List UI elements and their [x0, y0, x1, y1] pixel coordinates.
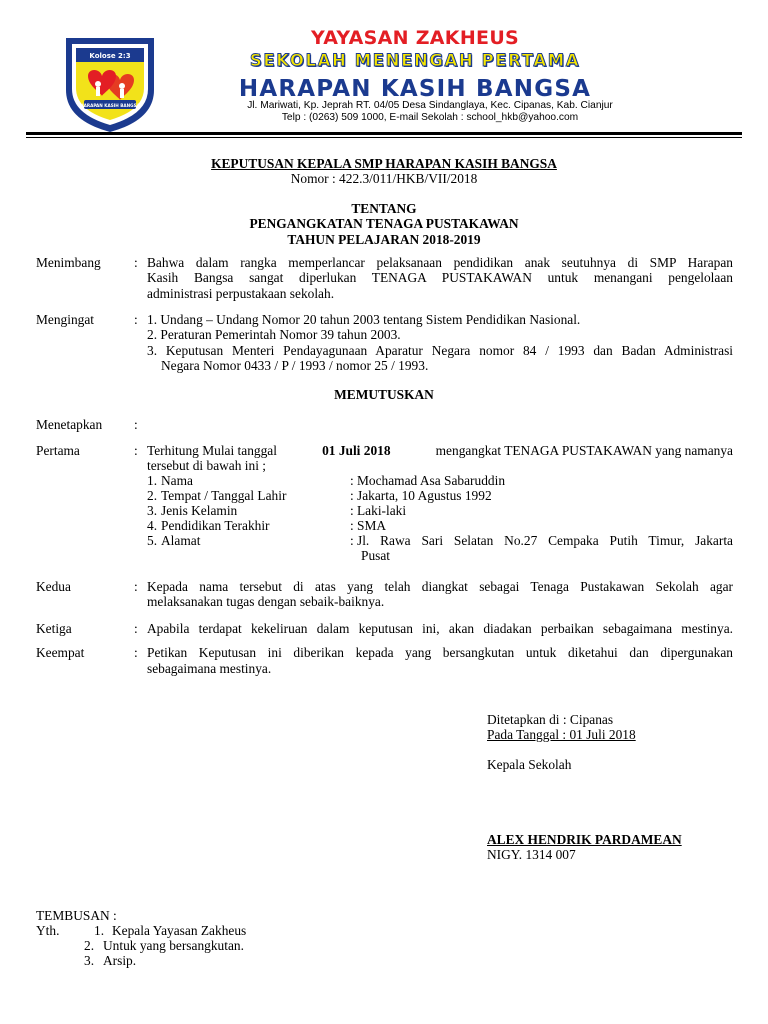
field-label: Jenis Kelamin	[161, 503, 238, 518]
mengingat-item: 1. Undang – Undang Nomor 20 tahun 2003 tentang Sistem Pendidikan Nasional.	[147, 312, 581, 327]
field-value-address-cont: Pusat	[361, 548, 391, 563]
kedua-colon: :	[134, 579, 138, 594]
decree-year: TAHUN PELAJARAN 2018-2019	[287, 232, 481, 247]
decree-heading: KEPUTUSAN KEPALA SMP HARAPAN KASIH BANGSA	[211, 156, 557, 171]
keempat-colon: :	[134, 645, 138, 660]
field-colon: :	[350, 533, 354, 548]
pertama-date: 01 Juli 2018	[322, 443, 391, 458]
tembusan-num: 2.	[84, 938, 95, 953]
signature-role: Kepala Sekolah	[487, 757, 572, 772]
field-num: 2.	[147, 488, 158, 503]
pertama-line2: tersebut di bawah ini ;	[147, 458, 266, 473]
field-num: 4.	[147, 518, 158, 533]
field-num: 5.	[147, 533, 158, 548]
mengingat-colon: :	[134, 312, 138, 327]
field-colon: :	[350, 503, 354, 518]
logo-text-top: Kolose 2:3	[89, 52, 131, 60]
keempat-label: Keempat	[36, 645, 85, 660]
school-logo	[62, 32, 158, 134]
field-num: 1.	[147, 473, 158, 488]
field-colon: :	[350, 488, 354, 503]
letterhead-divider-thick	[26, 132, 742, 135]
pertama-post: mengangkat TENAGA PUSTAKAWAN yang namanya	[435, 443, 733, 458]
signature-nip: NIGY. 1314 007	[487, 847, 576, 862]
menimbang-colon: :	[134, 255, 138, 270]
field-label: Alamat	[161, 533, 201, 548]
mengingat-item: 3. Keputusan Menteri Pendayagunaan Aparatur Negara nomor 84 / 1993 dan Badan Administrasi	[147, 343, 733, 358]
tembusan-num: 3.	[84, 953, 95, 968]
school-name: HARAPAN KASIH BANGSA	[238, 76, 592, 102]
keempat-line: sebagaimana mestinya.	[147, 661, 272, 676]
ketiga-line: Apabila terdapat kekeliruan dalam keputusan ini, akan diadakan perbaikan sebagaimana mestinya.	[147, 621, 733, 636]
field-colon: :	[350, 518, 354, 533]
pertama-colon: :	[134, 443, 138, 458]
school-address: Jl. Mariwati, Kp. Jeprah RT. 04/05 Desa Sindanglaya, Kec. Cipanas, Kab. Cianjur	[247, 100, 613, 111]
signature-date: Pada Tanggal : 01 Juli 2018	[487, 727, 636, 742]
menimbang-line: Kasih Bangsa sangat diperlukan TENAGA PUSTAKAWAN untuk menangani pengelolaan	[147, 270, 733, 285]
tembusan-heading: TEMBUSAN :	[36, 908, 117, 923]
menimbang-line: Bahwa dalam rangka memperlancar pelaksanaan pendidikan anak seutuhnya di SMP Harapan	[147, 255, 733, 270]
tembusan-item: Kepala Yayasan Zakheus	[112, 923, 247, 938]
field-label: Pendidikan Terakhir	[161, 518, 270, 533]
signature-name: ALEX HENDRIK PARDAMEAN	[487, 832, 682, 847]
menimbang-label: Menimbang	[36, 255, 101, 270]
decree-subject: PENGANGKATAN TENAGA PUSTAKAWAN	[249, 216, 519, 231]
field-value-birth: Jakarta, 10 Agustus 1992	[357, 488, 492, 503]
field-label: Tempat / Tanggal Lahir	[161, 488, 287, 503]
school-level: SEKOLAH MENENGAH PERTAMA	[249, 51, 581, 70]
pertama-pre: Terhitung Mulai tanggal	[147, 443, 277, 458]
field-colon: :	[350, 473, 354, 488]
foundation-name: YAYASAN ZAKHEUS	[310, 27, 520, 49]
field-label: Nama	[161, 473, 193, 488]
tembusan-item: Untuk yang bersangkutan.	[103, 938, 244, 953]
keempat-line: Petikan Keputusan ini diberikan kepada yang bersangkutan untuk diketahui dan dipergunakan	[147, 645, 733, 660]
ketiga-label: Ketiga	[36, 621, 72, 636]
field-num: 3.	[147, 503, 158, 518]
pertama-label: Pertama	[36, 443, 80, 458]
tembusan-item: Arsip.	[103, 953, 137, 968]
field-value-education: SMA	[357, 518, 387, 533]
field-value-gender: Laki-laki	[357, 503, 407, 518]
signature-place: Ditetapkan di : Cipanas	[487, 712, 614, 727]
ketiga-colon: :	[134, 621, 138, 636]
kedua-line: melaksanakan tugas dengan sebaik-baiknya.	[147, 594, 385, 609]
memutuskan-heading: MEMUTUSKAN	[334, 387, 434, 402]
field-value-address: Jl. Rawa Sari Selatan No.27 Cempaka Putih Timur, Jakarta	[357, 533, 733, 548]
menetapkan-label: Menetapkan	[36, 417, 103, 432]
kedua-line: Kepada nama tersebut di atas yang telah diangkat sebagai Tenaga Pustakawan Sekolah agar	[147, 579, 733, 594]
decree-number: Nomor : 422.3/011/HKB/VII/2018	[290, 171, 478, 186]
mengingat-label: Mengingat	[36, 312, 95, 327]
logo-text-bottom: HARAPAN KASIH BANGSA	[80, 103, 140, 108]
tembusan-yth: Yth.	[36, 923, 60, 938]
letterhead	[180, 26, 650, 104]
decree-about: TENTANG	[351, 201, 417, 216]
letterhead-divider-thin	[26, 137, 742, 138]
mengingat-item-cont: Negara Nomor 0433 / P / 1993 / nomor 25 / 1993.	[161, 358, 429, 373]
kedua-label: Kedua	[36, 579, 71, 594]
school-contact: Telp : (0263) 509 1000, E-mail Sekolah : school_hkb@yahoo.com	[281, 112, 579, 123]
menimbang-line: administrasi perpustakaan sekolah.	[147, 286, 335, 301]
menetapkan-colon: :	[134, 417, 138, 432]
field-value-name: Mochamad Asa Sabaruddin	[357, 473, 506, 488]
pertama-line	[147, 443, 733, 459]
mengingat-item: 2. Peraturan Pemerintah Nomor 39 tahun 2003.	[147, 327, 401, 342]
tembusan-num: 1.	[94, 923, 105, 938]
